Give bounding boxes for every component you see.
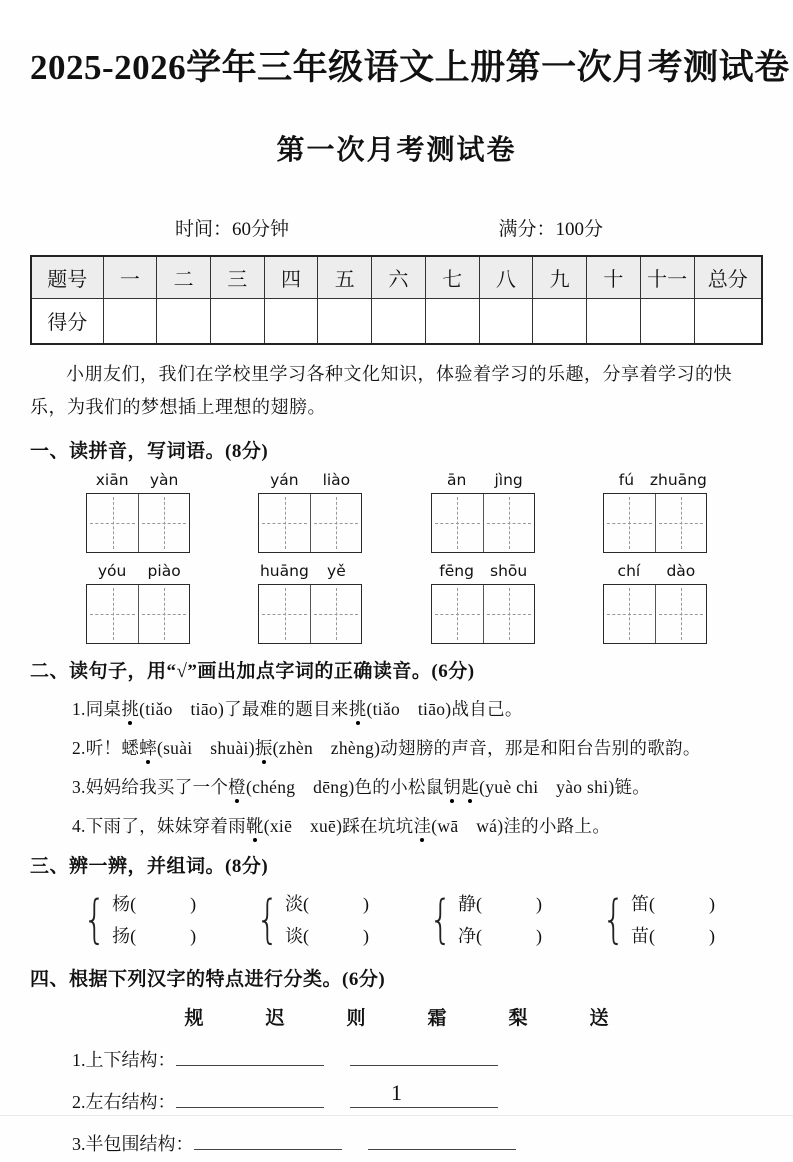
emphasized-char: 挑 xyxy=(348,699,367,719)
full-score: 满分：100分 xyxy=(498,219,603,240)
pinyin-syllable: liào xyxy=(322,471,351,489)
pinyin-word xyxy=(86,471,190,553)
sentence-4 xyxy=(72,813,763,839)
pair-words xyxy=(458,888,542,952)
pinyin-syllable: yán xyxy=(270,471,299,489)
score-cell xyxy=(210,298,264,344)
writing-grid-box xyxy=(603,584,707,644)
col-7: 七 xyxy=(425,256,479,298)
pair-bottom: 净( ) xyxy=(458,926,543,946)
emphasized-char: 振 xyxy=(254,738,273,758)
col-4: 四 xyxy=(264,256,318,298)
sentence-text: (xiē xuē)踩在坑坑 xyxy=(263,816,414,836)
pinyin-syllable: yàn xyxy=(149,471,179,489)
sentence-text: (chéng dēng)色的小松鼠 xyxy=(245,777,444,797)
section4-title: 四、根据下列汉字的特点进行分类。(6分) xyxy=(30,969,386,990)
pinyin-labels xyxy=(603,471,707,493)
col-8: 八 xyxy=(479,256,533,298)
pinyin-word xyxy=(431,562,535,644)
score-cell xyxy=(103,298,157,344)
pinyin-labels xyxy=(258,471,362,493)
character: 规 xyxy=(184,1008,204,1029)
emphasized-char: 匙 xyxy=(461,777,480,797)
score-cell-total xyxy=(694,298,762,344)
col-3: 三 xyxy=(210,256,264,298)
writing-cell xyxy=(483,494,534,552)
score-table xyxy=(30,255,763,345)
section2-title: 二、读句子，用“√”画出加点字词的正确读音。(6分) xyxy=(30,661,475,682)
brace-glyph: { xyxy=(82,890,107,950)
answer-blank xyxy=(350,1048,498,1066)
score-cell xyxy=(425,298,479,344)
pinyin-syllable: shōu xyxy=(490,562,528,580)
score-cell xyxy=(479,298,533,344)
emphasized-char: 橙 xyxy=(228,777,246,797)
writing-cell xyxy=(604,585,655,643)
col-5: 五 xyxy=(318,256,372,298)
sentence-text: 2.听！蟋 xyxy=(72,738,140,758)
writing-cell xyxy=(138,494,189,552)
sentence-text: (tiǎo tiāo)战自己。 xyxy=(366,699,523,719)
paper-subtitle: 第一次月考测试卷 xyxy=(276,135,517,166)
sentence-text: (yuè chi yào shi)链。 xyxy=(479,777,651,797)
writing-cell xyxy=(259,585,310,643)
pinyin-labels xyxy=(431,562,535,584)
writing-grid-box xyxy=(86,493,190,553)
sentence-text: (zhèn zhèng)动翅膀的声音，那是和阳台告别的歌韵。 xyxy=(272,738,701,758)
col-10: 十 xyxy=(586,256,640,298)
writing-cell xyxy=(432,585,483,643)
writing-grid-box xyxy=(603,493,707,553)
character-pairs-row xyxy=(30,888,763,952)
writing-grid-box xyxy=(431,493,535,553)
pinyin-syllable: jìng xyxy=(494,471,523,489)
question-number-header: 题号 xyxy=(31,256,103,298)
pair-words xyxy=(285,888,369,952)
pinyin-syllable: huāng xyxy=(259,562,309,580)
pinyin-syllable: yóu xyxy=(97,562,127,580)
brace-glyph: { xyxy=(601,890,626,950)
sentence-text: 4.下雨了，妹妹穿着雨 xyxy=(72,816,246,836)
score-cell xyxy=(264,298,318,344)
paper-title: 2025-2026学年三年级语文上册第一次月考测试卷 xyxy=(30,48,790,87)
pinyin-labels xyxy=(86,562,190,584)
col-total: 总分 xyxy=(694,256,762,298)
emphasized-char: 靴 xyxy=(245,816,264,836)
col-6: 六 xyxy=(372,256,426,298)
sentence-2 xyxy=(72,735,763,761)
pinyin-syllable: fú xyxy=(618,471,635,489)
sentence-text: (tiǎo tiāo)了最难的题目来 xyxy=(139,699,349,719)
classification-characters xyxy=(30,1003,763,1030)
pinyin-labels xyxy=(258,562,362,584)
writing-cell xyxy=(483,585,534,643)
pinyin-syllable: yě xyxy=(327,562,346,580)
writing-cell xyxy=(87,494,138,552)
classify-label: 2.左右结构： xyxy=(72,1092,176,1112)
writing-cell xyxy=(655,585,706,643)
writing-cell xyxy=(310,494,361,552)
emphasized-char: 挑 xyxy=(121,699,140,719)
section1-title: 一、读拼音，写词语。(8分) xyxy=(30,441,269,462)
sentence-text: 3.妈妈给我买了一个 xyxy=(72,777,229,797)
emphasized-char: 钥 xyxy=(443,777,462,797)
pair-top: 杨( ) xyxy=(112,894,197,914)
col-1: 一 xyxy=(103,256,157,298)
pinyin-word xyxy=(603,562,707,644)
pinyin-syllable: ān xyxy=(446,471,467,489)
time-limit: 时间：60分钟 xyxy=(175,219,290,240)
answer-blank xyxy=(194,1132,342,1150)
writing-cell xyxy=(655,494,706,552)
character-pair xyxy=(78,888,196,952)
character-pair xyxy=(597,888,715,952)
score-header: 得分 xyxy=(31,298,103,344)
character: 则 xyxy=(346,1008,366,1029)
writing-cell xyxy=(259,494,310,552)
character: 送 xyxy=(589,1008,609,1029)
character-pair xyxy=(251,888,369,952)
brace-glyph: { xyxy=(428,890,453,950)
character: 霜 xyxy=(427,1008,447,1029)
sentence-text: (wā wá)洼的小路上。 xyxy=(431,816,611,836)
brace-glyph: { xyxy=(255,890,280,950)
score-cell xyxy=(533,298,587,344)
pinyin-syllable: dào xyxy=(666,562,696,580)
intro-paragraph: 小朋友们，我们在学校里学习各种文化知识，体验着学习的乐趣，分享着学习的快乐，为我们的梦想插上理想的翅膀。 xyxy=(30,364,732,417)
col-2: 二 xyxy=(157,256,211,298)
pinyin-word xyxy=(431,471,535,553)
character: 梨 xyxy=(508,1008,528,1029)
sentence-1 xyxy=(72,696,763,722)
pair-top: 静( ) xyxy=(458,894,543,914)
writing-grid-box xyxy=(431,584,535,644)
pair-bottom: 谈( ) xyxy=(285,926,370,946)
pinyin-syllable: fēng xyxy=(439,562,474,580)
pair-top: 淡( ) xyxy=(285,894,370,914)
score-cell xyxy=(157,298,211,344)
pinyin-labels xyxy=(431,471,535,493)
page-edge-line xyxy=(0,1115,793,1116)
pair-top: 笛( ) xyxy=(631,894,715,914)
exam-meta xyxy=(30,214,763,241)
pinyin-syllable: piào xyxy=(147,562,181,580)
writing-cell xyxy=(87,585,138,643)
col-9: 九 xyxy=(533,256,587,298)
writing-cell xyxy=(432,494,483,552)
pair-words xyxy=(112,888,196,952)
answer-blank xyxy=(368,1132,516,1150)
emphasized-char: 洼 xyxy=(413,816,432,836)
writing-cell xyxy=(604,494,655,552)
writing-grid-box xyxy=(258,584,362,644)
score-cell xyxy=(372,298,426,344)
character: 迟 xyxy=(265,1008,285,1029)
answer-blank xyxy=(176,1048,324,1066)
sentence-text: 1.同桌 xyxy=(72,699,122,719)
emphasized-char: 蟀 xyxy=(139,738,157,758)
pinyin-syllable: zhuāng xyxy=(649,471,707,489)
sentence-text: (suài shuài) xyxy=(156,738,255,758)
pinyin-word xyxy=(603,471,707,553)
score-table-header-row xyxy=(31,256,762,298)
pinyin-syllable: xiān xyxy=(95,471,129,489)
character-pair xyxy=(424,888,542,952)
pinyin-word xyxy=(86,562,190,644)
pair-bottom: 扬( ) xyxy=(112,926,197,946)
pinyin-word xyxy=(258,471,362,553)
pinyin-syllable: chí xyxy=(617,562,641,580)
classify-item-3 xyxy=(72,1130,763,1156)
page-number: 1 xyxy=(391,1080,402,1105)
pinyin-writing-grid xyxy=(30,471,763,644)
writing-cell xyxy=(138,585,189,643)
classify-item-1 xyxy=(72,1046,763,1072)
classify-label: 3.半包围结构： xyxy=(72,1134,194,1154)
pinyin-labels xyxy=(603,562,707,584)
classify-label: 1.上下结构： xyxy=(72,1050,176,1070)
pair-bottom: 苗( ) xyxy=(631,926,715,946)
pinyin-word xyxy=(258,562,362,644)
pinyin-labels xyxy=(86,471,190,493)
section3-title: 三、辨一辨，并组词。(8分) xyxy=(30,856,269,877)
writing-grid-box xyxy=(86,584,190,644)
score-row xyxy=(31,298,762,344)
pair-words xyxy=(631,888,715,952)
writing-cell xyxy=(310,585,361,643)
sentence-3 xyxy=(72,774,763,800)
col-11: 十一 xyxy=(640,256,694,298)
score-cell xyxy=(640,298,694,344)
writing-grid-box xyxy=(258,493,362,553)
score-cell xyxy=(586,298,640,344)
test-paper-page xyxy=(0,40,793,1162)
score-cell xyxy=(318,298,372,344)
